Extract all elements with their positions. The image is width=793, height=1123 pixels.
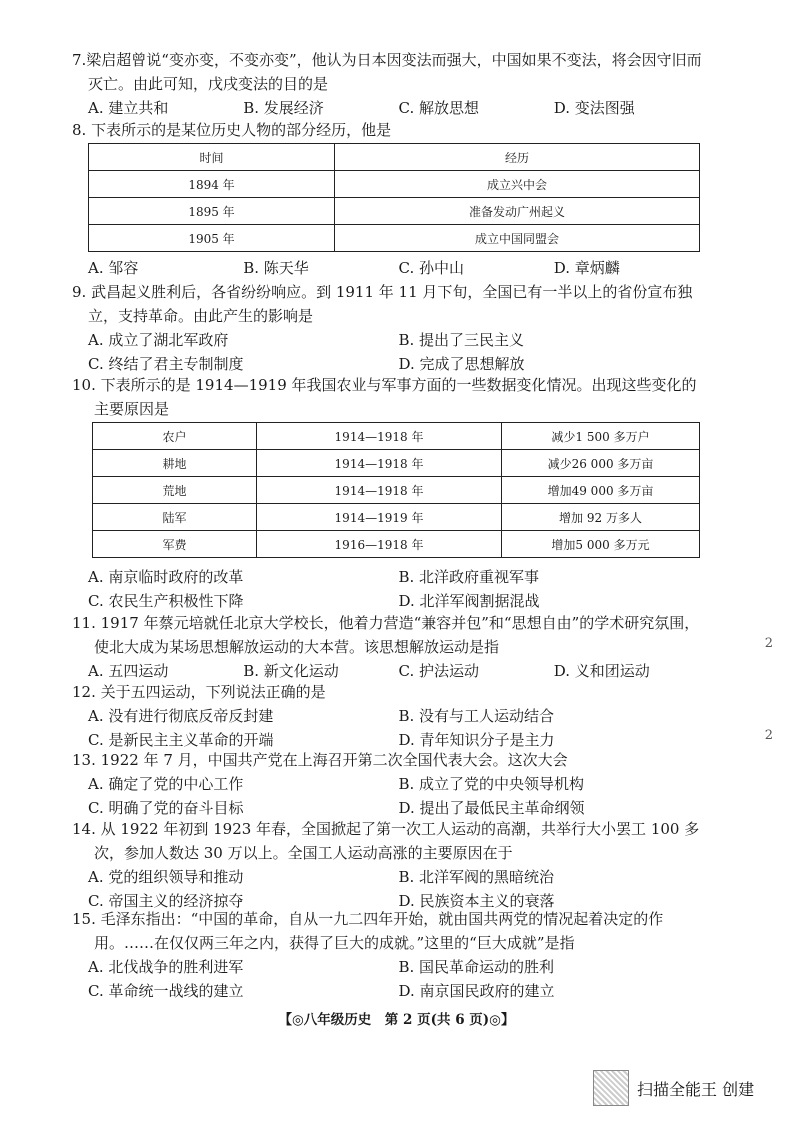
option-d: D. 北洋军阀割据混战 <box>398 592 540 610</box>
option-c: C. 革命统一战线的建立 <box>88 982 244 1000</box>
option-d: D. 义和团运动 <box>553 662 650 680</box>
table-cell: 减少1 500 多万户 <box>502 423 700 450</box>
table-cell: 增加 92 万多人 <box>502 504 700 531</box>
option-c: C. 孙中山 <box>398 259 464 277</box>
option-c: C. 解放思想 <box>398 99 479 117</box>
table-header: 经历 <box>335 144 700 171</box>
option-d: D. 青年知识分子是主力 <box>398 731 555 749</box>
table-row <box>93 423 700 450</box>
table-row <box>89 171 700 198</box>
options <box>72 704 709 752</box>
qr-code-icon <box>593 1070 629 1106</box>
question-stem: 7.梁启超曾说“变亦变，不变亦变”，他认为日本因变法而强大，中国如果不变法，将会因守旧而灭亡。由此可知，戊戌变法的目的是 <box>72 51 702 93</box>
question-15 <box>72 907 709 1003</box>
option-a: A. 五四运动 <box>88 662 169 680</box>
options <box>72 772 709 820</box>
option-c: C. 是新民主主义革命的开端 <box>88 731 274 749</box>
option-a: A. 确定了党的中心工作 <box>88 775 244 793</box>
option-d: D. 南京国民政府的建立 <box>398 982 555 1000</box>
options <box>72 96 709 120</box>
option-c: C. 护法运动 <box>398 662 479 680</box>
q10-table <box>92 422 700 558</box>
table-row <box>89 198 700 225</box>
table-cell: 1914—1918 年 <box>257 477 502 504</box>
options <box>72 865 709 913</box>
options <box>72 328 709 376</box>
question-8 <box>72 118 709 142</box>
question-7 <box>72 48 709 120</box>
question-stem: 10. 下表所示的是 1914—1919 年我国农业与军事方面的一些数据变化情况。出现这些变化的主要原因是 <box>72 376 697 418</box>
option-b: B. 陈天华 <box>243 259 309 277</box>
option-a: A. 邹容 <box>88 259 139 277</box>
option-a: A. 北伐战争的胜利进军 <box>88 958 244 976</box>
option-c: C. 农民生产积极性下降 <box>88 592 244 610</box>
q8-table <box>88 143 700 252</box>
question-stem: 12. 关于五四运动，下列说法正确的是 <box>72 683 326 701</box>
option-c: C. 明确了党的奋斗目标 <box>88 799 244 817</box>
table-cell: 1895 年 <box>89 198 335 225</box>
page-footer: 【◎八年级历史 第 2 页(共 6 页)◎】 <box>278 1012 515 1028</box>
option-b: B. 没有与工人运动结合 <box>398 707 555 725</box>
table-row <box>89 225 700 252</box>
table-cell: 准备发动广州起义 <box>335 198 700 225</box>
option-c: C. 帝国主义的经济掠夺 <box>88 892 244 910</box>
option-b: B. 北洋政府重视军事 <box>398 568 540 586</box>
table-cell: 1894 年 <box>89 171 335 198</box>
options <box>72 955 709 1003</box>
option-a: A. 没有进行彻底反帝反封建 <box>88 707 274 725</box>
table-cell: 1916—1918 年 <box>257 531 502 558</box>
edge-mark: 2 <box>764 636 773 651</box>
table-cell: 1914—1919 年 <box>257 504 502 531</box>
table-cell: 荒地 <box>93 477 257 504</box>
question-10-options <box>72 565 709 613</box>
question-14 <box>72 817 709 913</box>
option-b: B. 成立了党的中央领导机构 <box>398 775 585 793</box>
question-stem: 13. 1922 年 7 月，中国共产党在上海召开第二次全国代表大会。这次大会 <box>72 751 568 769</box>
option-b: B. 提出了三民主义 <box>398 331 525 349</box>
option-d: D. 变法图强 <box>553 99 635 117</box>
option-b: B. 国民革命运动的胜利 <box>398 958 555 976</box>
table-cell: 1914—1918 年 <box>257 423 502 450</box>
question-stem: 9. 武昌起义胜利后，各省纷纷响应。到 1911 年 11 月下旬，全国已有一半以上的省份宣布独立，支持革命。由此产生的影响是 <box>72 283 693 325</box>
question-12 <box>72 680 709 752</box>
options <box>72 565 709 613</box>
option-a: A. 建立共和 <box>88 99 169 117</box>
table-cell: 1914—1918 年 <box>257 450 502 477</box>
table-row <box>93 531 700 558</box>
table-cell: 成立兴中会 <box>335 171 700 198</box>
table-header: 时间 <box>89 144 335 171</box>
table-cell: 军费 <box>93 531 257 558</box>
option-b: B. 新文化运动 <box>243 662 339 680</box>
question-stem: 8. 下表所示的是某位历史人物的部分经历，他是 <box>72 121 392 139</box>
table-header-row <box>89 144 700 171</box>
option-b: B. 发展经济 <box>243 99 324 117</box>
table-cell: 陆军 <box>93 504 257 531</box>
table-cell: 耕地 <box>93 450 257 477</box>
watermark-text: 扫描全能王 创建 <box>637 1079 755 1099</box>
question-11 <box>72 611 709 683</box>
scanner-watermark <box>593 1070 754 1106</box>
table-row <box>93 477 700 504</box>
option-d: D. 民族资本主义的衰落 <box>398 892 555 910</box>
table-cell: 增加5 000 多万元 <box>502 531 700 558</box>
option-d: D. 章炳麟 <box>553 259 620 277</box>
question-9 <box>72 280 709 376</box>
question-8-options <box>72 256 709 280</box>
table-cell: 增加49 000 多万亩 <box>502 477 700 504</box>
table-cell: 1905 年 <box>89 225 335 252</box>
option-a: A. 南京临时政府的改革 <box>88 568 244 586</box>
question-13 <box>72 748 709 820</box>
question-10 <box>72 373 709 421</box>
table-row <box>93 504 700 531</box>
edge-mark: 2 <box>764 728 773 743</box>
option-c: C. 终结了君主专制制度 <box>88 355 244 373</box>
option-a: A. 成立了湖北军政府 <box>88 331 229 349</box>
option-d: D. 完成了思想解放 <box>398 355 525 373</box>
question-stem: 14. 从 1922 年初到 1923 年春，全国掀起了第一次工人运动的高潮，共举行大小罢工 100 多次，参加人数达 30 万以上。全国工人运动高涨的主要原因在于 <box>72 820 700 862</box>
option-a: A. 党的组织领导和推动 <box>88 868 244 886</box>
option-b: B. 北洋军阀的黑暗统治 <box>398 868 555 886</box>
option-d: D. 提出了最低民主革命纲领 <box>398 799 585 817</box>
table-cell: 减少26 000 多万亩 <box>502 450 700 477</box>
question-stem: 15. 毛泽东指出：“中国的革命，自从一九二四年开始，就由国共两党的情况起着决定的作用。……在仅仅两三年之内，获得了巨大的成就。”这里的“巨大成就”是指 <box>72 910 664 952</box>
table-cell: 成立中国同盟会 <box>335 225 700 252</box>
table-row <box>93 450 700 477</box>
question-stem: 11. 1917 年蔡元培就任北京大学校长，他着力营造“兼容并包”和“思想自由”的学术研究氛围，使北大成为某场思想解放运动的大本营。该思想解放运动是指 <box>72 614 700 656</box>
options <box>72 256 709 280</box>
table-cell: 农户 <box>93 423 257 450</box>
